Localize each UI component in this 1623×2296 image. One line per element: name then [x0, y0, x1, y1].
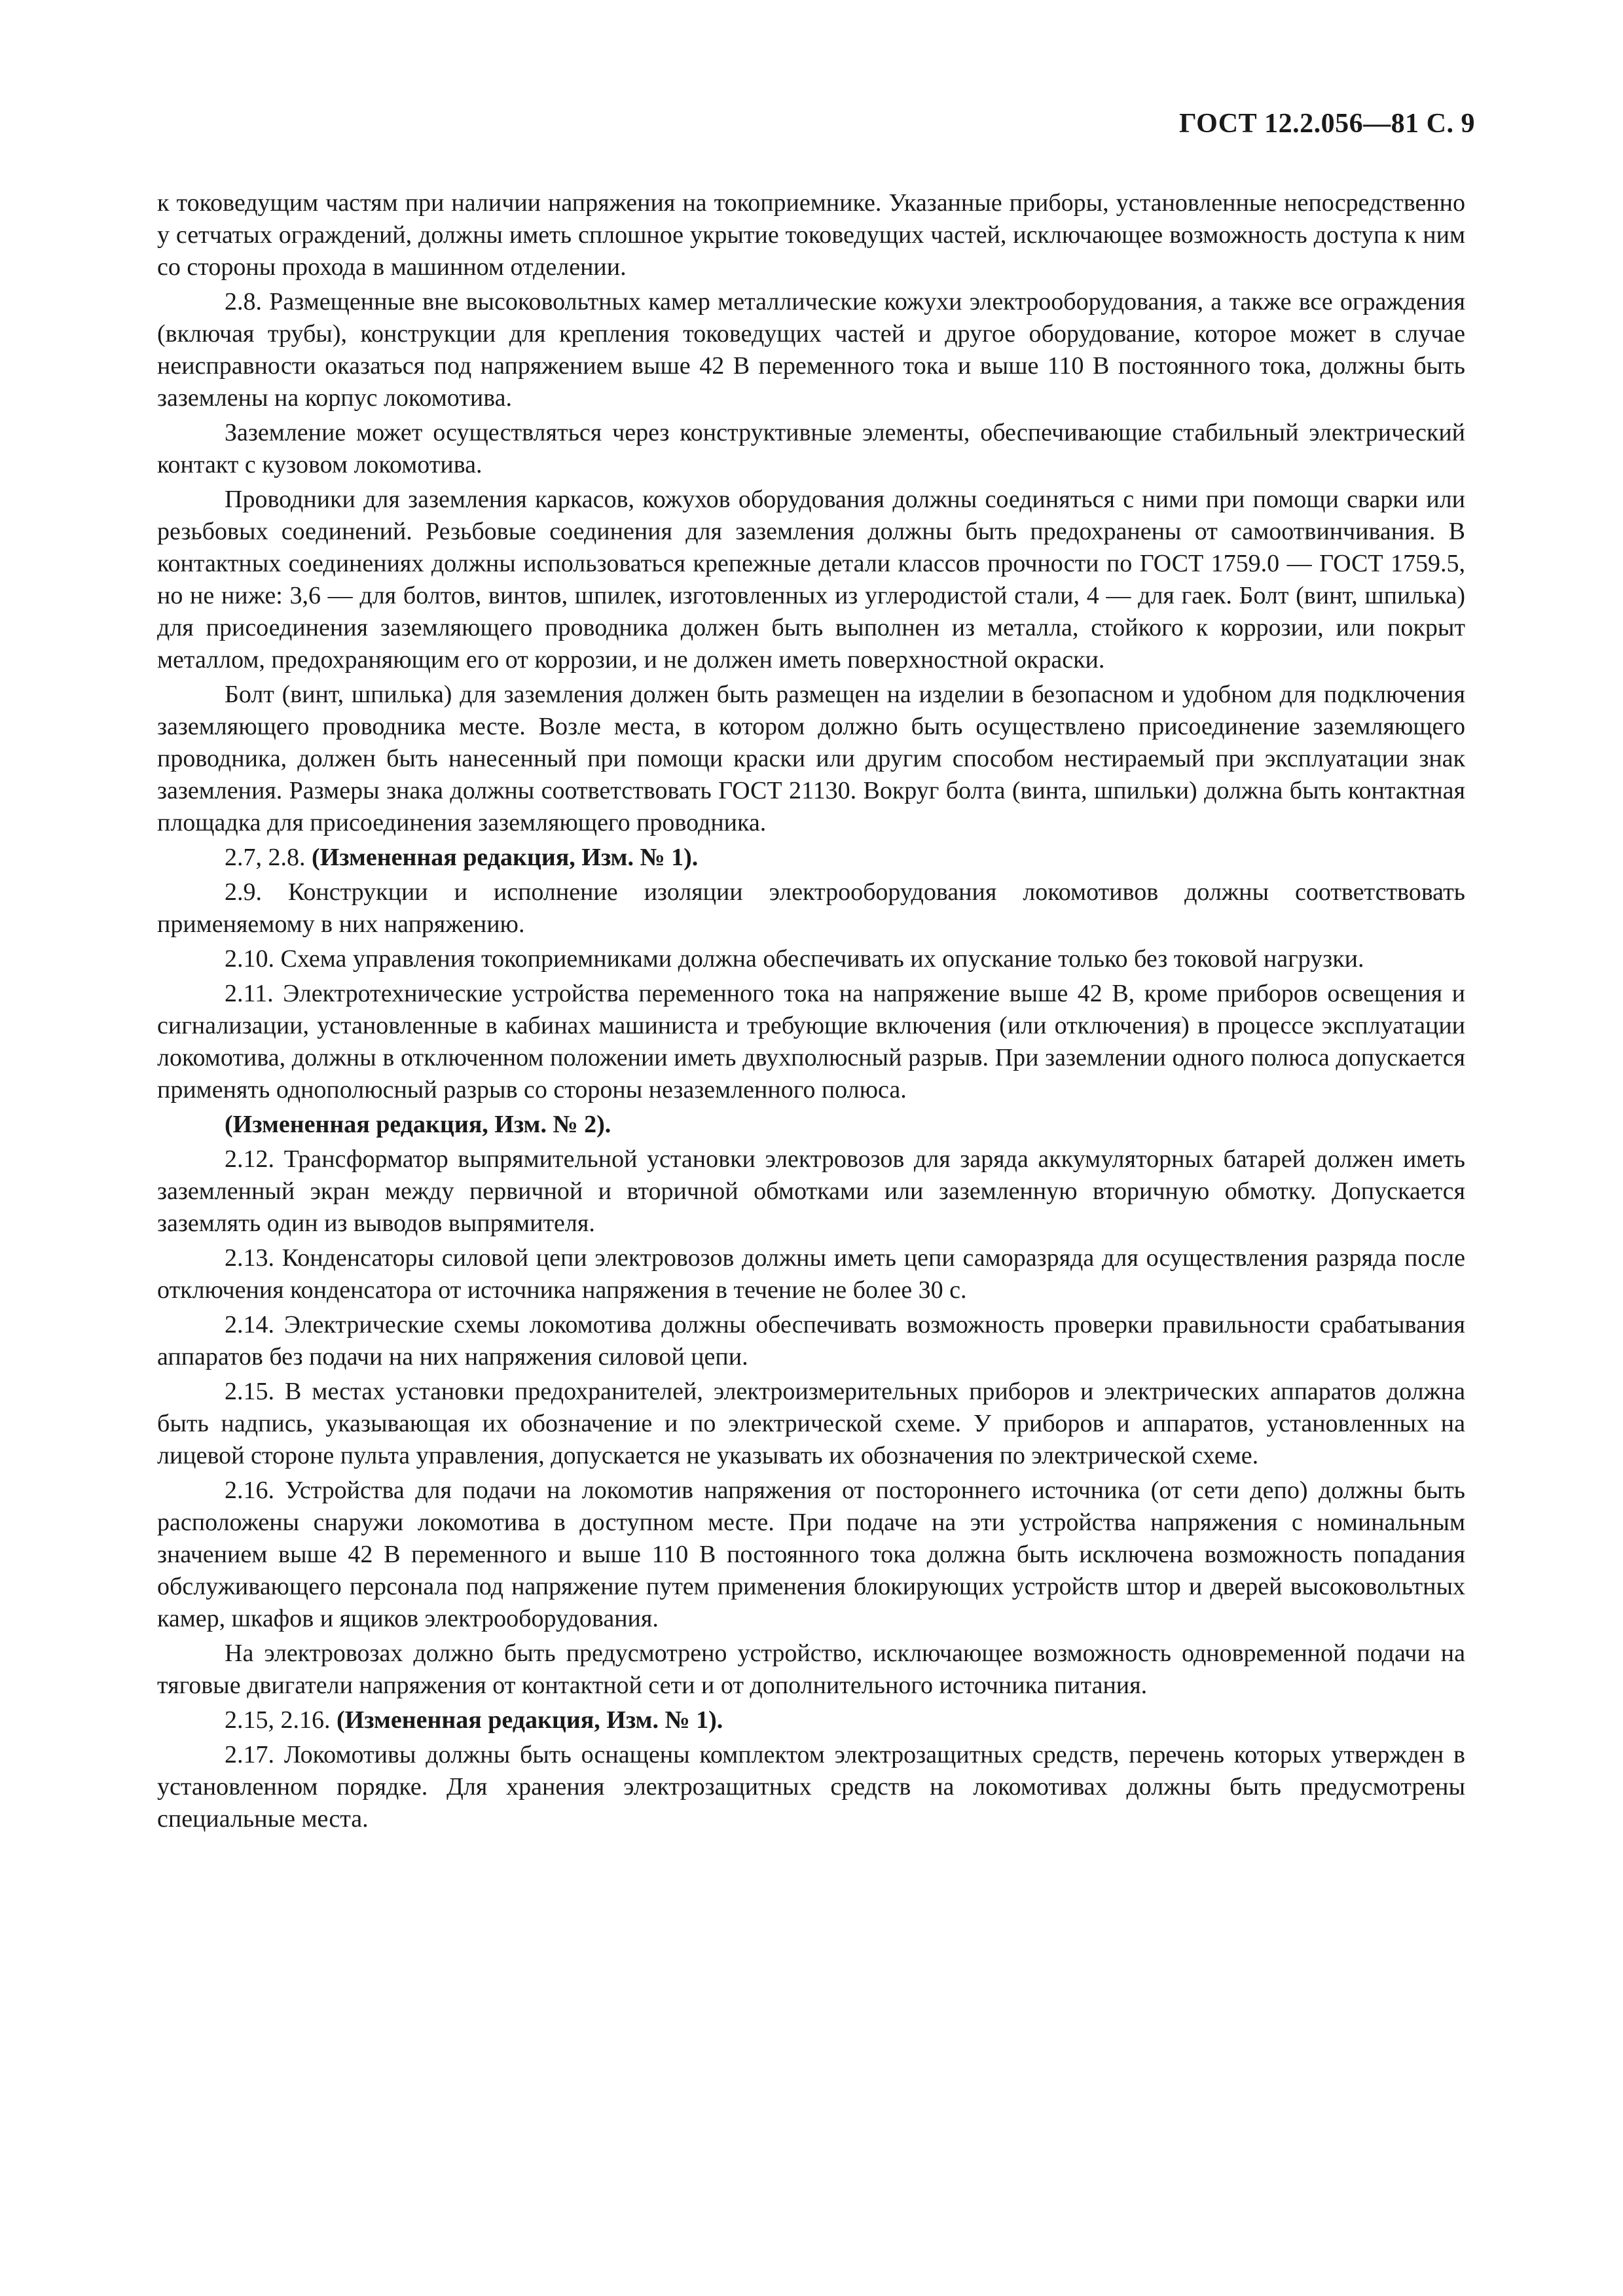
clause-2-8 [157, 286, 1465, 414]
amendment-note [157, 1109, 1465, 1141]
clause-number: 2.13. [225, 1244, 274, 1272]
paragraph [157, 1638, 1465, 1702]
paragraph-text: Размещенные вне высоковольтных камер металлические кожухи электрооборудования, а также все ограждения (включая трубы), конструкции для крепления токоведущих частей и другое оборудование, которое может в случае неисправности оказаться под напряжением выше 42 В переменного тока и выше 110 В постоянного тока, должны быть заземлены на корпус локомотива. [157, 288, 1465, 412]
paragraph [157, 417, 1465, 481]
clause-number: 2.9. [225, 878, 262, 906]
clause-number: 2.17. [225, 1741, 274, 1768]
paragraph-text: Конструкции и исполнение изоляции электрооборудования локомотивов должны соответствовать применяемому в них напряжению. [157, 878, 1466, 938]
paragraph-text: Проводники для заземления каркасов, кожухов оборудования должны соединяться с ними при помощи сварки или резьбовых соединений. Резьбовые соединения для заземления должны быть предохранены от самоотвинчивания. В контактных соединениях должны использоваться крепежные детали классов прочности по ГОСТ 1759.0 — ГОСТ 1759.5, но не ниже: 3,6 — для болтов, винтов, шпилек, изготовленных из углеродистой стали, 4 — для гаек. Болт (винт, шпилька) для присоединения заземляющего проводника должен быть выполнен из металла, стойкого к коррозии, или покрыт металлом, предохраняющим его от коррозии, и не должен иметь поверхностной окраски. [157, 486, 1465, 673]
paragraph-text: к токоведущим частям при наличии напряжения на токоприемнике. Указанные приборы, установленные непосредственно у сетчатых ограждений, должны иметь сплошное укрытие токоведущих частей, исключающее возможность доступа к ним со стороны прохода в машинном отделении. [157, 189, 1465, 281]
clause-2-9 [157, 876, 1465, 941]
clause-2-10 [157, 943, 1465, 975]
amendment-text: (Измененная редакция, Изм. № 2). [225, 1111, 611, 1138]
clause-2-11 [157, 978, 1465, 1106]
paragraph-text: Болт (винт, шпилька) для заземления должен быть размещен на изделии в безопасном и удобном для подключения заземляющего проводника месте. Возле места, в котором должно быть осуществлено присоединение заземляющего проводника, должен быть нанесенный при помощи краски или другим способом нестираемый при эксплуатации знак заземления. Размеры знака должны соответствовать ГОСТ 21130. Вокруг болта (винта, шпильки) должна быть контактная площадка для присоединения заземляющего проводника. [157, 681, 1465, 836]
clause-number: 2.16. [225, 1477, 274, 1504]
amendment-text: (Измененная редакция, Изм. № 1). [312, 844, 699, 871]
clause-2-13 [157, 1242, 1465, 1306]
paragraph-text: Трансформатор выпрямительной установки электровозов для заряда аккумуляторных батарей должен иметь заземленный экран между первичной и вторичной обмотками или заземленную вторичную обмотку. Допускается заземлять один из выводов выпрямителя. [157, 1145, 1466, 1237]
paragraph-text: Заземление может осуществляться через конструктивные элементы, обеспечивающие стабильный электрический контакт с кузовом локомотива. [157, 419, 1465, 478]
paragraph-text: В местах установки предохранителей, электроизмерительных приборов и электрических аппаратов должна быть надпись, указывающая их обозначение и по электрической схеме. У приборов и аппаратов, установленных на лицевой стороне пульта управления, допускается не указывать их обозначения по электрической схеме. [157, 1378, 1466, 1469]
clause-number: 2.10. [225, 945, 274, 973]
clause-number: 2.11. [225, 980, 274, 1007]
clause-number: 2.8. [225, 288, 262, 315]
amendment-note [157, 1704, 1465, 1736]
paragraph-text: Локомотивы должны быть оснащены комплектом электрозащитных средств, перечень которых утвержден в установленном порядке. Для хранения электрозащитных средств на локомотивах должны быть предусмотрены специальные места. [157, 1741, 1466, 1833]
clause-2-14 [157, 1309, 1465, 1373]
paragraph-continuation [157, 187, 1465, 283]
clause-number: 2.12. [225, 1145, 274, 1173]
clause-number: 2.14. [225, 1311, 274, 1338]
page-running-title: ГОСТ 12.2.056—81 С. 9 [1178, 109, 1475, 139]
amendment-text: (Измененная редакция, Изм. № 1). [337, 1706, 723, 1734]
paragraph-text: Электрические схемы локомотива должны обеспечивать возможность проверки правильности срабатывания аппаратов без подачи на них напряжения силовой цепи. [157, 1311, 1465, 1371]
clause-2-12 [157, 1143, 1465, 1240]
paragraph [157, 679, 1465, 839]
paragraph-text: Устройства для подачи на локомотив напряжения от постороннего источника (от сети депо) должны быть расположены снаружи локомотива в доступном месте. При подаче на эти устройства напряжения с номинальным значением выше 42 В переменного и выше 110 В постоянного тока должна быть исключена возможность попадания обслуживающего персонала под напряжение путем применения блокирующих устройств штор и дверей высоковольтных камер, шкафов и ящиков электрооборудования. [157, 1477, 1466, 1632]
clause-2-17 [157, 1739, 1465, 1835]
paragraph [157, 484, 1465, 676]
amendment-note [157, 842, 1465, 874]
clause-number: 2.7, 2.8. [225, 844, 306, 871]
paragraph-text: На электровозах должно быть предусмотрено устройство, исключающее возможность одновременной подачи на тяговые двигатели напряжения от контактной сети и от дополнительного источника питания. [157, 1640, 1465, 1699]
clause-2-15 [157, 1376, 1465, 1472]
clause-number: 2.15, 2.16. [225, 1706, 331, 1734]
paragraph-text: Конденсаторы силовой цепи электровозов должны иметь цепи саморазряда для осуществления разряда после отключения конденсатора от источника напряжения в течение не более 30 с. [157, 1244, 1465, 1304]
paragraph-text: Электротехнические устройства переменного тока на напряжение выше 42 В, кроме приборов освещения и сигнализации, установленные в кабинах машиниста и требующие включения (или отключения) в процессе эксплуатации локомотива, должны в отключенном положении иметь двухполюсный разрыв. При заземлении одного полюса допускается применять однополюсный разрыв со стороны незаземленного полюса. [157, 980, 1465, 1103]
document-body [157, 187, 1465, 1838]
clause-number: 2.15. [225, 1378, 274, 1405]
paragraph-text: Схема управления токоприемниками должна обеспечивать их опускание только без токовой нагрузки. [280, 945, 1364, 973]
clause-2-16 [157, 1475, 1465, 1635]
